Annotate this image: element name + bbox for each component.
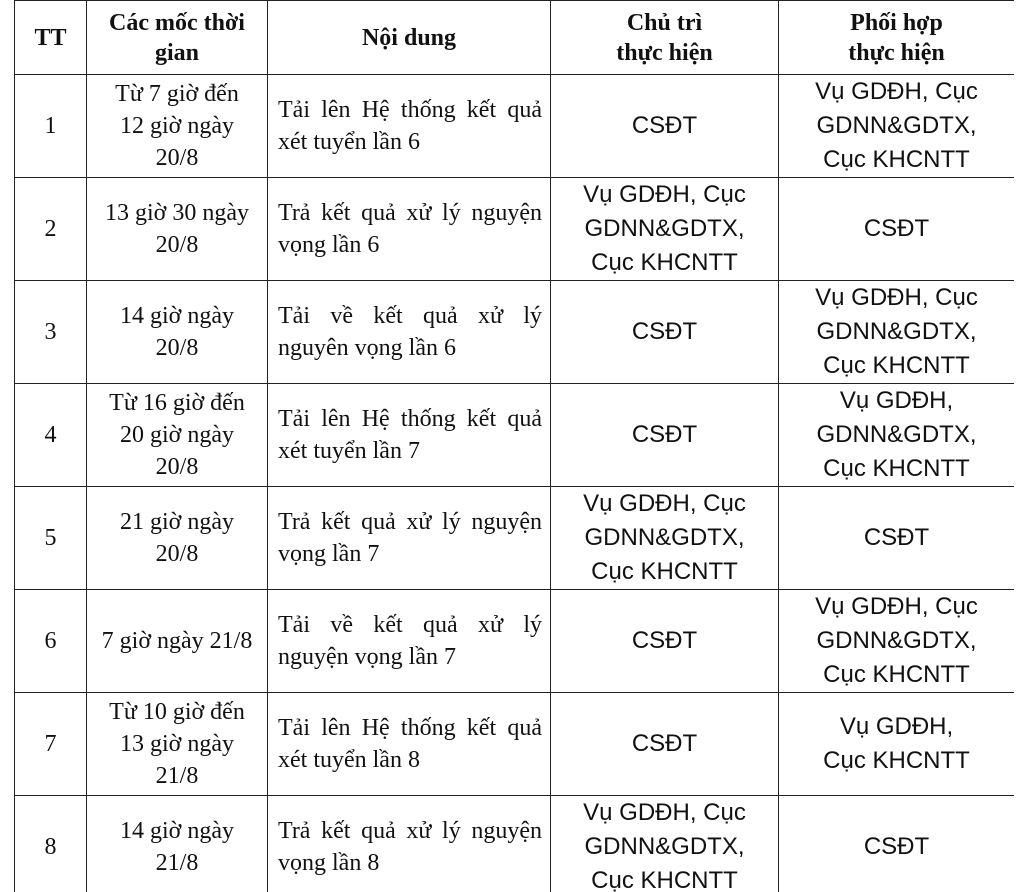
- cell-content: Trả kết quả xử lý nguyện vọng lần 7: [268, 487, 551, 590]
- time-line: Từ 7 giờ đến: [115, 81, 239, 107]
- time-line: 20/8: [155, 335, 199, 361]
- schedule-table: [14, 0, 1014, 892]
- header-content: Nội dung: [268, 1, 551, 75]
- cell-tt: 2: [15, 178, 87, 281]
- lead-line: GDNN&GDTX,: [584, 524, 745, 551]
- lead-line: Cục KHCNTT: [591, 249, 738, 276]
- header-tt: TT: [15, 1, 87, 75]
- time-line: 21/8: [155, 763, 199, 789]
- table-header-row: [15, 1, 1015, 75]
- coop-line: CSĐT: [863, 524, 930, 551]
- cell-time: [87, 75, 268, 178]
- time-line: 20/8: [155, 232, 199, 258]
- time-line: Từ 10 giờ đến: [109, 699, 245, 725]
- cell-tt: 7: [15, 693, 87, 796]
- cell-lead: [551, 281, 779, 384]
- cell-time: [87, 796, 268, 892]
- cell-content: Trả kết quả xử lý nguyện vọng lần 8: [268, 796, 551, 892]
- cell-time: [87, 590, 268, 693]
- cell-coop: [779, 384, 1015, 487]
- coop-line: GDNN&GDTX,: [816, 318, 977, 345]
- time-line: 20/8: [155, 454, 199, 480]
- table-body: [15, 75, 1015, 892]
- cell-coop: [779, 178, 1015, 281]
- coop-line: Cục KHCNTT: [823, 146, 970, 173]
- coop-line: GDNN&GDTX,: [816, 421, 977, 448]
- table-row: [15, 281, 1015, 384]
- cell-content: Tải về kết quả xử lý nguyên vọng lần 6: [268, 281, 551, 384]
- time-line: 13 giờ ngày: [119, 731, 234, 757]
- lead-line: GDNN&GDTX,: [584, 215, 745, 242]
- cell-content: Trả kết quả xử lý nguyện vọng lần 6: [268, 178, 551, 281]
- lead-line: CSĐT: [631, 421, 698, 448]
- time-line: Từ 16 giờ đến: [109, 390, 245, 416]
- coop-line: Vụ GDĐH,: [839, 387, 954, 414]
- lead-line: Vụ GDĐH, Cục: [583, 181, 746, 208]
- lead-line: CSĐT: [631, 112, 698, 139]
- cell-tt: 6: [15, 590, 87, 693]
- cell-coop: [779, 75, 1015, 178]
- header-lead: Chủ trì thực hiện: [551, 1, 779, 75]
- table-row: [15, 384, 1015, 487]
- table-row: [15, 178, 1015, 281]
- time-line: 12 giờ ngày: [119, 113, 234, 139]
- coop-line: Vụ GDĐH, Cục: [815, 78, 978, 105]
- coop-line: CSĐT: [863, 215, 930, 242]
- cell-coop: [779, 796, 1015, 892]
- cell-time: [87, 384, 268, 487]
- cell-time: [87, 178, 268, 281]
- time-line: 14 giờ ngày: [119, 303, 234, 329]
- time-line: 21 giờ ngày: [119, 509, 234, 535]
- time-line: 7 giờ ngày 21/8: [101, 628, 253, 654]
- header-time: Các mốc thời gian: [87, 1, 268, 75]
- coop-line: Cục KHCNTT: [823, 747, 970, 774]
- lead-line: Vụ GDĐH, Cục: [583, 799, 746, 826]
- cell-time: [87, 693, 268, 796]
- cell-content: Tải lên Hệ thống kết quả xét tuyển lần 6: [268, 75, 551, 178]
- header-coop: Phối hợp thực hiện: [779, 1, 1015, 75]
- cell-tt: 3: [15, 281, 87, 384]
- cell-coop: [779, 281, 1015, 384]
- time-line: 13 giờ 30 ngày: [104, 200, 249, 226]
- lead-line: Vụ GDĐH, Cục: [583, 490, 746, 517]
- cell-time: [87, 487, 268, 590]
- cell-tt: 8: [15, 796, 87, 892]
- cell-coop: [779, 693, 1015, 796]
- cell-lead: [551, 693, 779, 796]
- time-line: 21/8: [155, 850, 199, 876]
- cell-lead: [551, 796, 779, 892]
- cell-tt: 4: [15, 384, 87, 487]
- coop-line: Cục KHCNTT: [823, 352, 970, 379]
- table-row: [15, 590, 1015, 693]
- coop-line: Vụ GDĐH, Cục: [815, 284, 978, 311]
- cell-coop: [779, 487, 1015, 590]
- coop-line: CSĐT: [863, 833, 930, 860]
- lead-line: CSĐT: [631, 730, 698, 757]
- cell-coop: [779, 590, 1015, 693]
- cell-content: Tải lên Hệ thống kết quả xét tuyển lần 7: [268, 384, 551, 487]
- cell-lead: [551, 178, 779, 281]
- cell-tt: 1: [15, 75, 87, 178]
- cell-tt: 5: [15, 487, 87, 590]
- cell-lead: [551, 384, 779, 487]
- table-row: [15, 693, 1015, 796]
- time-line: 20 giờ ngày: [119, 422, 234, 448]
- coop-line: GDNN&GDTX,: [816, 112, 977, 139]
- time-line: 20/8: [155, 541, 199, 567]
- lead-line: CSĐT: [631, 627, 698, 654]
- time-line: 14 giờ ngày: [119, 818, 234, 844]
- cell-lead: [551, 75, 779, 178]
- cell-lead: [551, 590, 779, 693]
- table-row: [15, 75, 1015, 178]
- table-row: [15, 796, 1015, 892]
- time-line: 20/8: [155, 145, 199, 171]
- cell-content: Tải về kết quả xử lý nguyện vọng lần 7: [268, 590, 551, 693]
- lead-line: Cục KHCNTT: [591, 867, 738, 892]
- lead-line: CSĐT: [631, 318, 698, 345]
- cell-lead: [551, 487, 779, 590]
- cell-time: [87, 281, 268, 384]
- coop-line: Vụ GDĐH, Cục: [815, 593, 978, 620]
- lead-line: Cục KHCNTT: [591, 558, 738, 585]
- coop-line: Cục KHCNTT: [823, 661, 970, 688]
- coop-line: Cục KHCNTT: [823, 455, 970, 482]
- coop-line: GDNN&GDTX,: [816, 627, 977, 654]
- cell-content: Tải lên Hệ thống kết quả xét tuyển lần 8: [268, 693, 551, 796]
- table-row: [15, 487, 1015, 590]
- coop-line: Vụ GDĐH,: [839, 713, 954, 740]
- lead-line: GDNN&GDTX,: [584, 833, 745, 860]
- document-page: [14, 0, 1014, 892]
